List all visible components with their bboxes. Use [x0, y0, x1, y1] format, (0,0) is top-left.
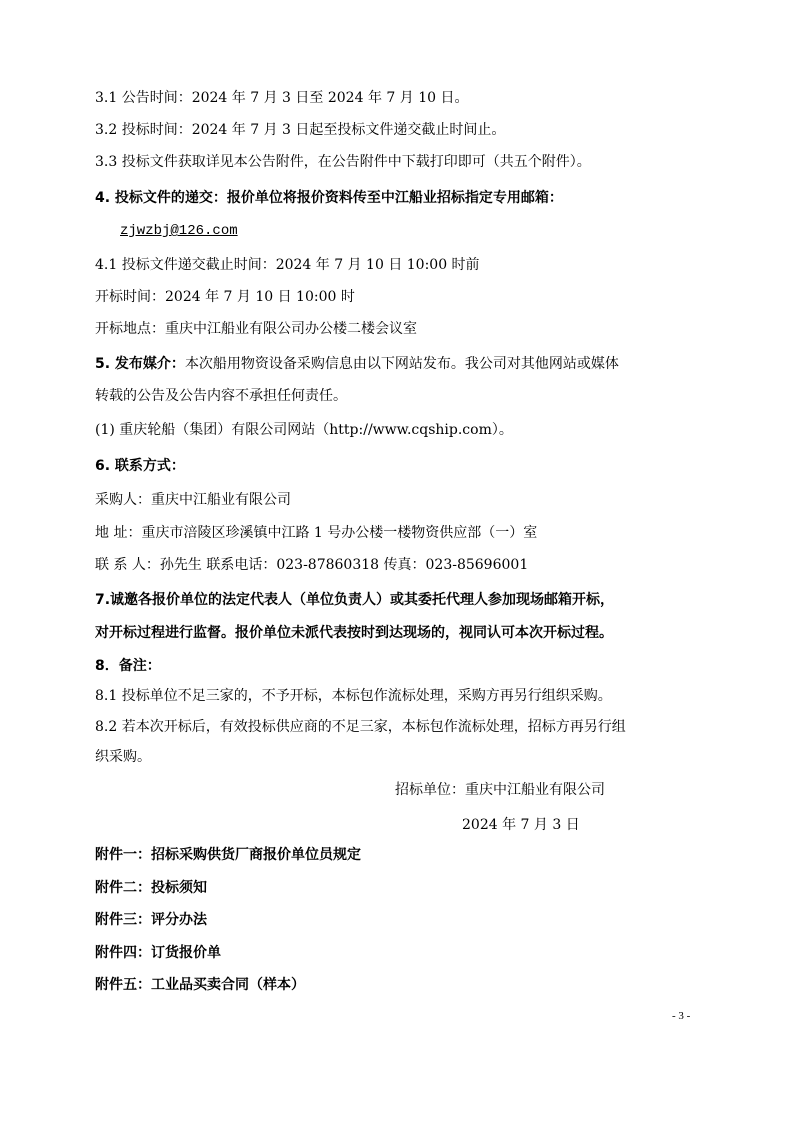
- attachment-1[interactable]: 附件一：招标采购供货厂商报价单位员规定: [95, 847, 361, 863]
- item-3-1: 3.1 公告时间：2024 年 7 月 3 日至 2024 年 7 月 10 日。: [95, 90, 469, 106]
- email-link[interactable]: zjwzbj@126.com: [120, 223, 238, 239]
- item-8-2-cont: 织采购。: [95, 749, 151, 765]
- item-4-1: 4.1 投标文件递交截止时间：2024 年 7 月 10 日 10:00 时前: [95, 257, 480, 273]
- attachment-2[interactable]: 附件二：投标须知: [95, 880, 207, 896]
- contact: 联 系 人：孙先生 联系电话：023-87860318 传真：023-85696001: [95, 557, 529, 573]
- item-8-1: 8.1 投标单位不足三家的，不予开标，本标包作流标处理，采购方再另行组织采购。: [95, 688, 612, 704]
- section-8-heading: 8．备注：: [95, 658, 161, 674]
- section-5: [95, 354, 619, 374]
- opening-location: 开标地点：重庆中江船业有限公司办公楼二楼会议室: [95, 321, 417, 337]
- website-item: (1) 重庆轮船（集团）有限公司网站（http://www.cqship.com）。: [95, 422, 513, 438]
- attachment-4[interactable]: 附件四：订货报价单: [95, 945, 221, 961]
- section-7-line2: 对开标过程进行监督。报价单位未派代表按时到达现场的，视同认可本次开标过程。: [95, 625, 613, 641]
- attachment-3[interactable]: 附件三：评分办法: [95, 912, 207, 928]
- item-8-2: 8.2 若本次开标后，有效投标供应商的不足三家，本标包作流标处理，招标方再另行组: [95, 719, 626, 735]
- section-6-heading: 6. 联系方式：: [95, 458, 185, 474]
- signature-date: 2024 年 7 月 3 日: [462, 817, 580, 833]
- signature-unit: 招标单位：重庆中江船业有限公司: [395, 782, 605, 798]
- item-3-2: 3.2 投标时间：2024 年 7 月 3 日起至投标文件递交截止时间止。: [95, 122, 506, 138]
- opening-time: 开标时间：2024 年 7 月 10 日 10:00 时: [95, 289, 355, 305]
- section-5-cont: 转载的公告及公告内容不承担任何责任。: [95, 388, 347, 404]
- purchaser: 采购人：重庆中江船业有限公司: [95, 492, 291, 508]
- item-3-3: 3.3 投标文件获取详见本公告附件，在公告附件中下载打印即可（共五个附件）。: [95, 154, 591, 170]
- page-number: - 3 -: [672, 1010, 691, 1022]
- address: 地 址：重庆市涪陵区珍溪镇中江路 1 号办公楼一楼物资供应部（一）室: [95, 525, 538, 541]
- section-5-text: 本次船用物资设备采购信息由以下网站发布。我公司对其他网站或媒体: [184, 356, 619, 372]
- section-4-heading: 4. 投标文件的递交：报价单位将报价资料传至中江船业招标指定专用邮箱：: [95, 190, 563, 206]
- section-7-line1: 7.诚邀各报价单位的法定代表人（单位负责人）或其委托代理人参加现场邮箱开标，: [95, 592, 615, 608]
- attachment-5[interactable]: 附件五：工业品买卖合同（样本）: [95, 977, 305, 993]
- section-5-heading: 5. 发布媒介：: [95, 356, 185, 372]
